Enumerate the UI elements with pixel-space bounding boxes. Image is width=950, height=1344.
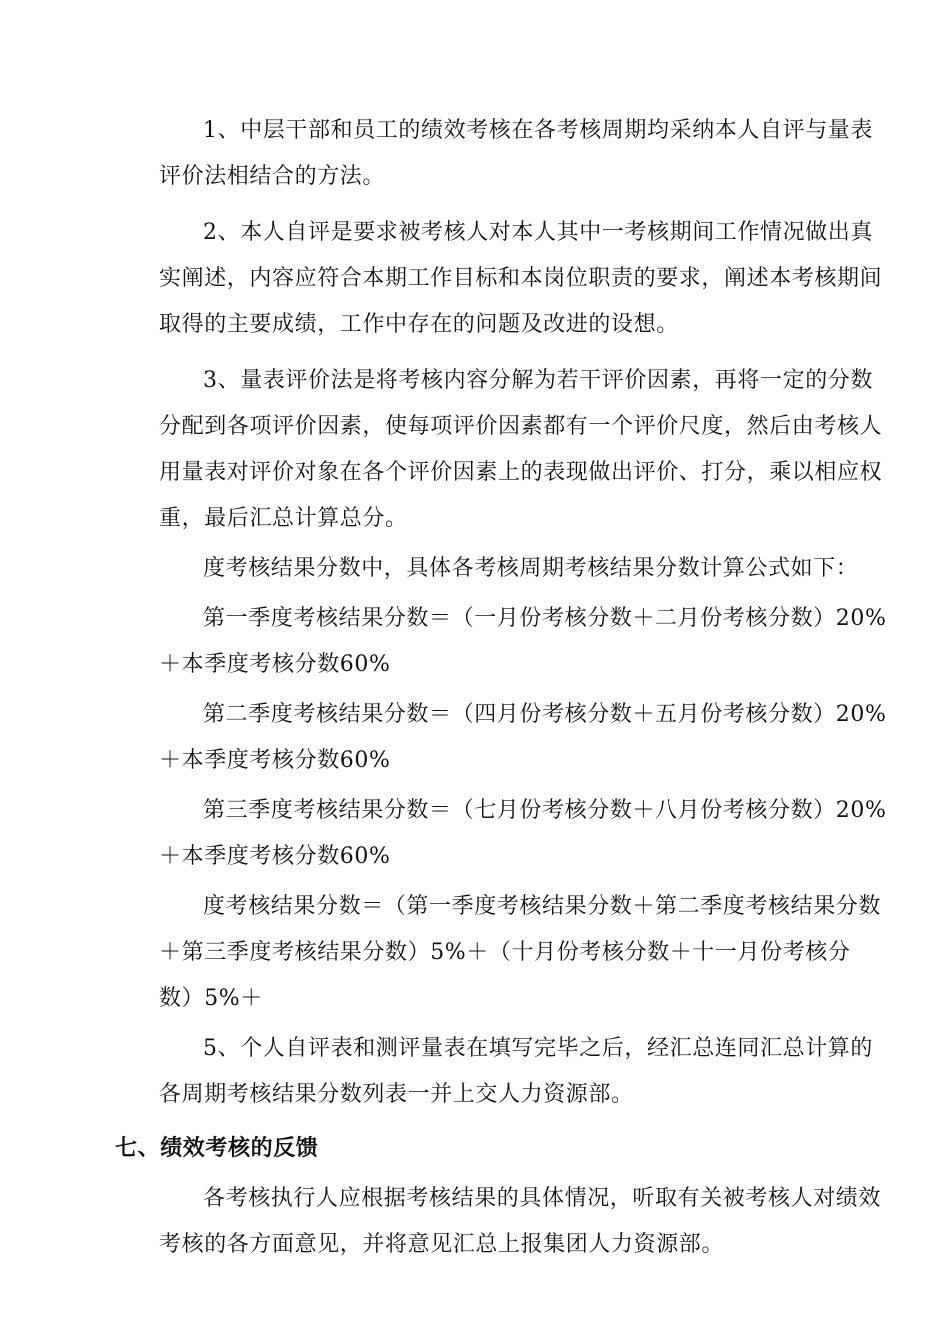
text-line: ＋本季度考核分数60% [159, 748, 391, 773]
text-line: 用量表对评价对象在各个评价因素上的表现做出评价、打分，乘以相应权 [159, 460, 883, 485]
paragraph-annual-formula [115, 884, 882, 1022]
text-line: 度考核结果分数中，具体各考核周期考核结果分数计算公式如下： [203, 556, 859, 581]
text-line: 数）5%＋ [159, 986, 263, 1011]
text-line: 3、量表评价法是将考核内容分解为若干评价因素，再将一定的分数 [203, 368, 873, 393]
paragraph-q2-formula [115, 692, 887, 784]
paragraph-q3-formula [115, 788, 887, 880]
paragraph-submission [115, 1026, 873, 1118]
paragraph-feedback [115, 1176, 882, 1268]
text-line: 1、中层干部和员工的绩效考核在各考核周期均采纳本人自评与量表 [203, 118, 873, 143]
text-line: 第一季度考核结果分数＝（一月份考核分数＋二月份考核分数）20% [203, 606, 887, 631]
paragraph-scale-evaluation [115, 358, 883, 542]
text-line: 5、个人自评表和测评量表在填写完毕之后，经汇总连同汇总计算的 [203, 1036, 873, 1061]
paragraph-q1-formula [115, 596, 887, 688]
text-line: 分配到各项评价因素，使每项评价因素都有一个评价尺度，然后由考核人 [159, 414, 883, 439]
text-line: 第三季度考核结果分数＝（七月份考核分数＋八月份考核分数）20% [203, 798, 887, 823]
paragraph-self-and-scale-method [115, 108, 873, 200]
text-line: 重，最后汇总计算总分。 [159, 506, 408, 531]
paragraph-formula-intro [115, 546, 859, 592]
paragraph-self-evaluation [115, 210, 883, 348]
section-heading: 七、绩效考核的反馈 [115, 1136, 319, 1161]
text-line: 2、本人自评是要求被考核人对本人其中一考核期间工作情况做出真 [203, 220, 873, 245]
text-line: 各考核执行人应根据考核结果的具体情况，听取有关被考核人对绩效 [203, 1186, 882, 1211]
text-line: 各周期考核结果分数列表一并上交人力资源部。 [159, 1082, 634, 1107]
text-line: 第二季度考核结果分数＝（四月份考核分数＋五月份考核分数）20% [203, 702, 887, 727]
text-line: ＋第三季度考核结果分数）5%＋（十月份考核分数＋十一月份考核分 [159, 940, 851, 965]
text-line: 取得的主要成绩，工作中存在的问题及改进的设想。 [159, 312, 679, 337]
text-line: ＋本季度考核分数60% [159, 652, 391, 677]
text-line: 度考核结果分数＝（第一季度考核结果分数＋第二季度考核结果分数 [203, 894, 882, 919]
text-line: 实阐述，内容应符合本期工作目标和本岗位职责的要求，阐述本考核期间 [159, 266, 883, 291]
text-line: 评价法相结合的方法。 [159, 164, 386, 189]
text-line: 考核的各方面意见，并将意见汇总上报集团人力资源部。 [159, 1232, 725, 1257]
document-page [115, 108, 887, 1268]
text-line: ＋本季度考核分数60% [159, 844, 391, 869]
